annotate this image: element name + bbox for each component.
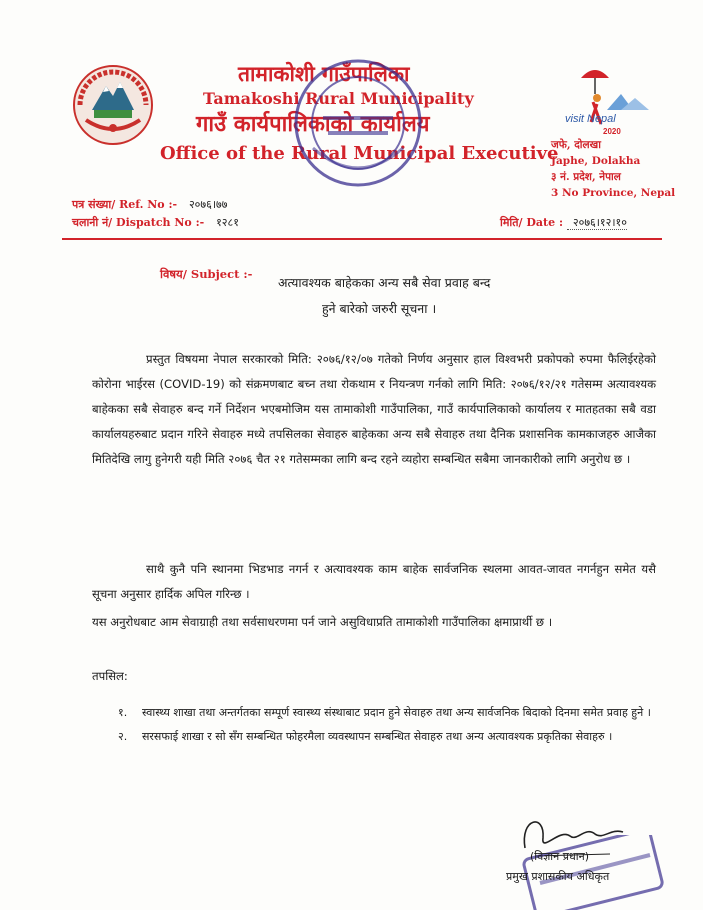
ref-number-label: पत्र संख्या/ Ref. No :- [72,198,178,211]
visit-nepal-text: visit Nepal [565,113,616,125]
list-item-text: स्वास्थ्य शाखा तथा अन्तर्गतका सम्पूर्ण स्वास्थ्य संस्थाबाट प्रदान हुने सेवाहरु तथा अन्य सार्वजनिक बिदाको दिनमा समेत प्रवाह हुने । [142,706,651,719]
body-paragraph-3: यस अनुरोधबाट आम सेवाग्राही तथा सर्वसाधरणमा पर्न जाने असुविधाप्रति तामाकोशी गाउँपालिका क्षमाप्रार्थी छ । [92,615,553,629]
list-item-text: सरसफाई शाखा र सो सँग सम्बन्धित फोहरमैला व्यवस्थापन सम्बन्धित सेवाहरु तथा अन्य अत्यावश्यक प्रकृतिका सेवाहरु । [142,730,613,743]
office-address [551,137,675,201]
body-paragraph-2: साथै कुनै पनि स्थानमा भिडभाड नगर्न र अत्यावश्यक काम बाहेक सार्वजनिक स्थलमा आवत-जावत नगर्नहुन समेत यसै सूचना अनुसार हार्दिक अपिल गरिन्छ । [92,562,656,601]
list-heading: तपसिल: [92,669,128,683]
list-item [118,703,663,723]
office-name-np: गाउँ कार्यपालिकाको कार्यालय [196,112,430,137]
municipality-name-np: तामाकोशी गाउँपालिका [238,62,410,86]
dispatch-number-label: चलानी नं/ Dispatch No :- [72,216,205,229]
list-item-number: १. [118,706,128,719]
signatory-title: प्रमुख प्रशासकीय अधिकृत [506,870,610,883]
address-line: ३ नं. प्रदेश, नेपाल [551,171,621,183]
visit-nepal-year: 2020 [603,127,621,136]
office-name-en: Office of the Rural Municipal Executive [160,143,559,164]
signatory-name: (विज्ञान प्रधान) [530,850,590,863]
address-line: 3 No Province, Nepal [551,187,676,199]
body-paragraph-1: प्रस्तुत विषयमा नेपाल सरकारको मिति: २०७६/१२/०७ गतेको निर्णय अनुसार हाल विश्वभरी प्रकोपको रुपमा फैलिईरहेको कोरोना भाईरस (COVID-19) को संक्रमणबाट बच्न तथा रोकथाम र नियन्त्रण गर्नको लागि मिति: २०७६/१२/२१ गतेसम्म अत्यावश्यक बाहेकका सबै सेवाहरु बन्द गर्ने निर्देशन भएबमोजिम यस तामाकोशी गाउँपालिका, गाउँ कार्यपालिकाको कार्यालय र मातहतका सबै वडा कार्यालयहरुबाट प्रदान गरिने सेवाहरु मध्ये तपसिलका सेवाहरु बाहेकका अन्य सबै सेवाहरु तथा दैनिक प्रशासनिक कामकाजहरु आजैका मितिदेखि लागु हुनेगरी यही मिति २०७६ चैत २१ गतेसम्मका लागि बन्द रहने व्यहोरा सम्बन्धित सबैमा जानकारीको लागि अनुरोध छ । [92,352,656,466]
list-item [118,727,663,747]
exception-list [118,703,663,751]
date-row [500,215,627,230]
ref-number-row [72,197,227,212]
municipality-name-en: Tamakoshi Rural Municipality [203,89,474,108]
subject-label: विषय/ Subject :- [160,267,253,281]
address-line: जफे, दोलखा [551,139,601,151]
dispatch-number-row [72,215,239,230]
address-line: Japhe, Dolakha [551,155,641,167]
ref-number-value: २०७६।७७ [188,198,228,211]
header-divider [62,238,662,240]
date-value: २०७६।१२।१० [567,216,627,230]
office-stamp [283,48,433,198]
date-label: मिति/ Date : [500,216,564,229]
dispatch-number-value: १२८१ [216,216,239,229]
list-item-number: २. [118,730,128,743]
visit-nepal-logo [563,64,655,138]
subject-line-1: अत्यावश्यक बाहेकका अन्य सबै सेवा प्रवाह बन्द [278,275,491,290]
subject-line-2: हुने बारेको जरुरी सूचना । [322,301,437,316]
nepal-emblem-icon [72,64,154,146]
